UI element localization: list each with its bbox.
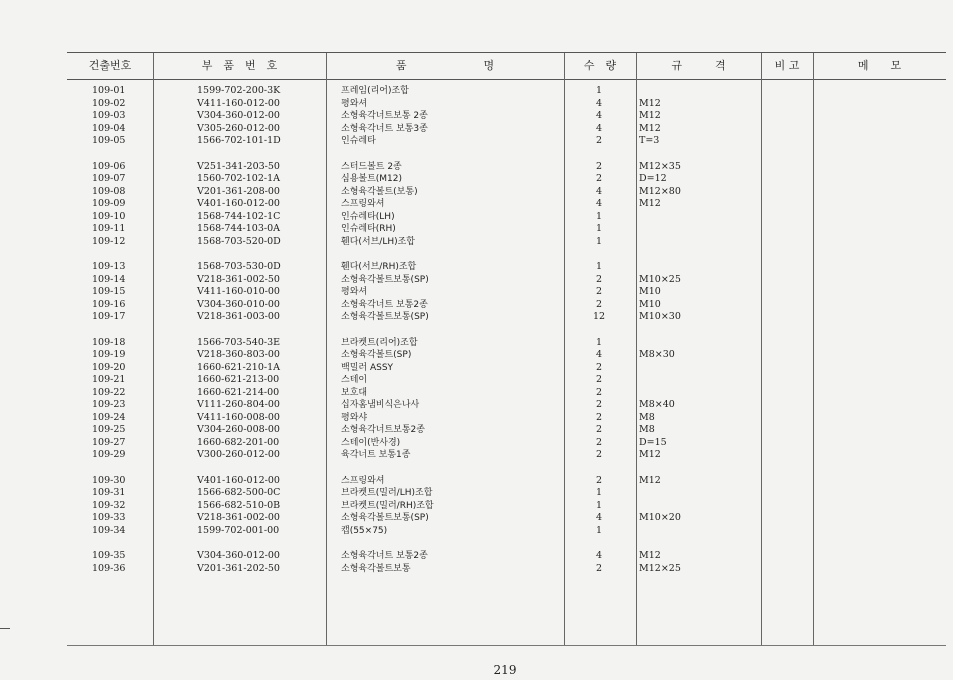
quantity: 2: [595, 361, 603, 373]
part-number: 1660-621-210-1A: [197, 361, 280, 373]
table-header: [67, 53, 946, 80]
part-number: V401-160-012-00: [197, 474, 280, 486]
specification: D=15: [639, 436, 667, 448]
part-number: 1566-703-540-3E: [197, 336, 281, 348]
quantity: 2: [595, 173, 603, 184]
quantity: 1: [595, 499, 603, 511]
quantity: 2: [595, 286, 603, 297]
part-name: 평와샤: [341, 412, 368, 423]
header-qty: 수 량: [583, 59, 617, 72]
row-number: 109-24: [92, 411, 126, 423]
part-name: 캡(55×75): [341, 525, 388, 536]
row-number: 109-20: [92, 361, 126, 373]
part-name: 소형육각너트보통2종: [341, 425, 425, 435]
quantity: 2: [595, 135, 603, 146]
table-row: [67, 412, 946, 424]
table-row: [67, 261, 946, 273]
row-number: 109-19: [92, 349, 126, 360]
part-number: 1566-682-510-0B: [197, 499, 281, 511]
specification: M12: [639, 449, 661, 460]
table-row: [67, 525, 946, 537]
row-number: 109-17: [92, 311, 126, 322]
part-name: 소형육각볼트(SP): [341, 350, 412, 360]
table-row: [67, 512, 946, 524]
row-number: 109-11: [92, 223, 126, 234]
part-number: V304-360-010-00: [197, 298, 280, 310]
table-row: [67, 299, 946, 311]
page-edge-mark: [0, 628, 10, 629]
part-name: 스테이: [341, 375, 368, 385]
row-number: 109-15: [92, 286, 126, 297]
part-number: V411-160-012-00: [197, 97, 280, 109]
part-name: 육각너트 보통1종: [341, 450, 411, 460]
quantity: 2: [595, 474, 603, 486]
part-name: 인슈레타: [341, 136, 376, 146]
part-name: 소형육각너트 보통3종: [341, 123, 428, 134]
part-number: V201-361-208-00: [197, 185, 280, 197]
header-spec: 규 격: [671, 59, 726, 72]
row-number: 109-02: [92, 97, 126, 109]
table-row: [67, 374, 946, 386]
part-number: 1560-702-102-1A: [197, 173, 280, 184]
row-number: 109-12: [92, 235, 126, 247]
row-number: 109-35: [92, 550, 126, 561]
header-part-no: 부 품 번 호: [201, 59, 278, 72]
part-name: 소형육각볼트보통(SP): [341, 312, 429, 322]
part-number: V218-361-002-50: [197, 273, 280, 285]
table-row: [67, 274, 946, 286]
part-name: 스테이(반사경): [341, 437, 401, 448]
quantity: 4: [595, 110, 603, 121]
row-number: 109-01: [92, 85, 126, 96]
table-row: [67, 211, 946, 223]
specification: M8×40: [639, 399, 675, 410]
specification: M8×30: [639, 349, 675, 360]
quantity: 2: [595, 436, 603, 448]
quantity: 2: [595, 562, 603, 574]
part-name: 브라켓트(밀러/RH)조합: [341, 500, 434, 511]
quantity: 4: [595, 550, 603, 561]
quantity: 4: [595, 122, 603, 134]
quantity: 2: [595, 386, 603, 398]
specification: M12: [639, 110, 661, 121]
quantity: 1: [595, 487, 603, 498]
quantity: 1: [595, 223, 603, 234]
quantity: 12: [592, 311, 606, 322]
specification: M8: [639, 424, 655, 435]
row-number: 109-31: [92, 487, 126, 498]
specification: M10: [639, 286, 661, 297]
quantity: 4: [595, 512, 603, 523]
table-row: [67, 362, 946, 374]
part-name: 소형육각볼트(보통): [341, 186, 418, 197]
part-name: 소형육각너트 보통2종: [341, 551, 428, 561]
table-row: [67, 161, 946, 173]
row-number: 109-05: [92, 135, 126, 146]
row-number: 109-21: [92, 374, 126, 385]
part-name: 소형육각볼트보통(SP): [341, 513, 429, 523]
quantity: 2: [595, 273, 603, 285]
row-number: 109-08: [92, 185, 126, 197]
quantity: 1: [595, 85, 603, 96]
part-number: 1660-682-201-00: [197, 436, 280, 448]
part-name: 휀다(서브/RH)조합: [341, 262, 417, 272]
part-number: V218-361-003-00: [197, 311, 280, 322]
part-name: 브라켓트(밀러/LH)조합: [341, 488, 433, 498]
part-number: 1568-744-103-0A: [197, 223, 280, 234]
part-name: 소형육각너트보통 2종: [341, 111, 428, 121]
part-number: V304-260-008-00: [197, 424, 280, 435]
specification: M12: [639, 550, 661, 561]
specification: T=3: [639, 135, 660, 146]
part-name: 소형육각볼트보통: [341, 563, 411, 574]
row-number: 109-23: [92, 399, 126, 410]
table-row: [67, 123, 946, 135]
part-number: V300-260-012-00: [197, 449, 280, 460]
table-row: [67, 286, 946, 298]
table-row: [67, 198, 946, 210]
specification: M12×35: [639, 160, 681, 172]
quantity: 4: [595, 198, 603, 209]
header-remark: 비 고: [774, 59, 800, 72]
row-number: 109-13: [92, 261, 126, 272]
row-number: 109-16: [92, 298, 126, 310]
specification: M10×20: [639, 512, 681, 523]
quantity: 2: [595, 411, 603, 423]
row-number: 109-32: [92, 499, 126, 511]
row-number: 109-07: [92, 173, 126, 184]
quantity: 1: [595, 210, 603, 222]
specification: M12×80: [639, 185, 681, 197]
page-number: 219: [493, 663, 517, 677]
table-row: [67, 186, 946, 198]
part-number: 1599-702-001-00: [197, 524, 280, 536]
table-row: [67, 399, 946, 411]
part-name: 스터드볼트 2종: [341, 161, 402, 172]
quantity: 2: [595, 424, 603, 435]
header-no: 건출번호: [88, 59, 132, 72]
table-row: [67, 550, 946, 562]
part-number: V304-360-012-00: [197, 550, 280, 561]
part-name: 평와셔: [341, 98, 368, 109]
specification: M12: [639, 474, 661, 486]
specification: M10×30: [639, 311, 681, 322]
row-number: 109-33: [92, 512, 126, 523]
row-number: 109-30: [92, 474, 126, 486]
part-name: 스프링와셔: [341, 199, 385, 209]
part-name: 십자홈냄비식은나사: [341, 400, 420, 410]
row-number: 109-18: [92, 336, 126, 348]
row-number: 109-29: [92, 449, 126, 460]
part-number: V218-360-803-00: [197, 349, 280, 360]
part-name: 평와셔: [341, 287, 368, 297]
row-number: 109-03: [92, 110, 126, 121]
part-name: 휀다(서브/LH)조합: [341, 236, 416, 247]
table-row: [67, 173, 946, 185]
row-number: 109-22: [92, 386, 126, 398]
table-row: [67, 135, 946, 147]
quantity: 4: [595, 349, 603, 360]
row-number: 109-14: [92, 273, 126, 285]
specification: M12: [639, 122, 661, 134]
quantity: 2: [595, 399, 603, 410]
table-row: [67, 337, 946, 349]
part-number: 1566-702-101-1D: [197, 135, 281, 146]
table-row: [67, 437, 946, 449]
table-row: [67, 424, 946, 436]
table-row: [67, 349, 946, 361]
specification: M12: [639, 97, 661, 109]
part-number: V305-260-012-00: [197, 122, 280, 134]
quantity: 1: [595, 261, 603, 272]
table-row: [67, 487, 946, 499]
header-memo: 메 모: [857, 59, 902, 72]
table-row: [67, 449, 946, 461]
table-row: [67, 500, 946, 512]
quantity: 4: [595, 185, 603, 197]
part-name: 인슈레타(RH): [341, 224, 396, 234]
part-name: 심용볼트(M12): [341, 174, 403, 184]
parts-table: [67, 52, 946, 646]
header-name: 품 명: [395, 59, 495, 72]
specification: M8: [639, 411, 655, 423]
part-name: 브라켓트(리어)조합: [341, 337, 418, 348]
part-number: V401-160-012-00: [197, 198, 280, 209]
part-number: V201-361-202-50: [197, 562, 280, 574]
table-row: [67, 223, 946, 235]
quantity: 1: [595, 336, 603, 348]
row-number: 109-06: [92, 160, 126, 172]
quantity: 2: [595, 298, 603, 310]
part-number: V111-260-804-00: [197, 399, 280, 410]
row-number: 109-27: [92, 436, 126, 448]
row-number: 109-04: [92, 122, 126, 134]
table-row: [67, 98, 946, 110]
table-row: [67, 387, 946, 399]
part-number: V411-160-010-00: [197, 286, 280, 297]
table-row: [67, 311, 946, 323]
row-number: 109-34: [92, 524, 126, 536]
quantity: 2: [595, 374, 603, 385]
part-name: 소형육각볼트보통(SP): [341, 274, 429, 285]
part-name: 소형육각너트 보통2종: [341, 299, 428, 310]
row-number: 109-36: [92, 562, 126, 574]
row-number: 109-09: [92, 198, 126, 209]
table-row: [67, 563, 946, 575]
specification: M12: [639, 198, 661, 209]
row-number: 109-10: [92, 210, 126, 222]
part-number: V304-360-012-00: [197, 110, 280, 121]
part-number: V251-341-203-50: [197, 160, 280, 172]
part-number: 1568-703-530-0D: [197, 261, 281, 272]
part-number: 1660-621-213-00: [197, 374, 280, 385]
part-number: V218-361-002-00: [197, 512, 280, 523]
specification: M10: [639, 298, 661, 310]
specification: M12×25: [639, 562, 681, 574]
table-row: [67, 236, 946, 248]
specification: M10×25: [639, 273, 681, 285]
part-number: 1568-744-102-1C: [197, 210, 281, 222]
quantity: 1: [595, 235, 603, 247]
quantity: 4: [595, 97, 603, 109]
part-name: 프레임(리어)조합: [341, 86, 409, 96]
part-number: 1568-703-520-0D: [197, 235, 281, 247]
part-name: 인슈레타(LH): [341, 211, 395, 222]
part-number: 1566-682-500-0C: [197, 487, 281, 498]
table-row: [67, 110, 946, 122]
quantity: 1: [595, 524, 603, 536]
row-number: 109-25: [92, 424, 126, 435]
part-number: 1660-621-214-00: [197, 386, 280, 398]
part-number: 1599-702-200-3K: [197, 85, 281, 96]
table-row: [67, 475, 946, 487]
part-number: V411-160-008-00: [197, 411, 280, 423]
part-name: 백밀러 ASSY: [341, 362, 394, 373]
part-name: 스프링와셔: [341, 475, 385, 486]
quantity: 2: [595, 160, 603, 172]
table-row: [67, 85, 946, 97]
quantity: 2: [595, 449, 603, 460]
part-name: 보호대: [341, 387, 368, 398]
specification: D=12: [639, 173, 667, 184]
